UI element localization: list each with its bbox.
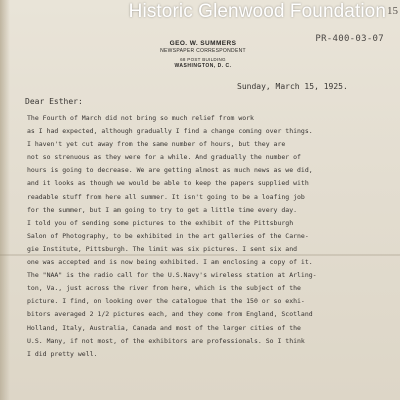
letter-line: bitors averaged 2 1/2 pictures each, and they come from England, Scotland <box>27 310 313 319</box>
paper-edge-stain <box>0 0 10 400</box>
letter-line: Salon of Photography, to be exhibited in the art galleries of the Carne- <box>27 231 309 240</box>
letter-line: gie Institute, Pittsburgh. The limit was six pictures. I sent six and <box>27 244 298 253</box>
letter-line: I told you of sending some pictures to the exhibit of the Pittsburgh <box>27 218 294 227</box>
letterhead-name: GEO. W. SUMMERS <box>169 40 237 47</box>
letter-line: hours is going to decrease. We are getting almost as much news as we did, <box>27 166 313 175</box>
letter-date: Sunday, March 15, 1925. <box>237 82 348 91</box>
letterhead-city: WASHINGTON, D. C. <box>174 63 232 69</box>
letter-line: I haven't yet cut away from the same number of hours, but they are <box>27 140 286 149</box>
letter-line: ton, Va., just across the river from here, which is the subject of the <box>27 284 301 293</box>
letter-line: Holland, Italy, Australia, Canada and most of the larger cities of the <box>27 323 301 332</box>
letter-line: as I had expected, although gradually I find a change coming over things. <box>27 127 313 136</box>
letter-line: and it looks as though we would be able to keep the papers supplied with <box>27 179 309 188</box>
letter-line: U.S. Many, if not most, of the exhibitors are professionals. So I think <box>27 336 305 345</box>
letter-line: I did pretty well. <box>27 349 98 358</box>
letter-line: picture. I find, on looking over the catalogue that the 150 or so exhi- <box>27 297 305 306</box>
letter-line: readable stuff from here all summer. It isn't going to be a loafing job <box>27 192 305 201</box>
catalog-mark: PR-400-03-07 <box>315 34 384 44</box>
letter-line: for the summer, but I am going to try to get a little time every day. <box>27 205 298 214</box>
sheet-number: 15 <box>387 5 398 17</box>
letterhead-title: NEWSPAPER CORRESPONDENT <box>160 48 246 54</box>
letter-salutation: Dear Esther: <box>25 97 83 106</box>
letter-line: The "NAA" is the radio call for the U.S.Navy's wireless station at Arling- <box>27 271 317 280</box>
letter-line: not so strenuous as they were for a while. And gradually the number of <box>27 153 301 162</box>
letter-line: The Fourth of March did not bring so much relief from work <box>27 114 254 122</box>
letterhead <box>158 40 248 70</box>
letter-line: one was accepted and is now being exhibited. I am enclosing a copy of it. <box>27 258 313 267</box>
letterhead-address: 68 POST BUILDING <box>180 57 226 62</box>
letter-body <box>27 112 387 361</box>
foundation-watermark: Historic Glenwood Foundation <box>128 1 386 22</box>
